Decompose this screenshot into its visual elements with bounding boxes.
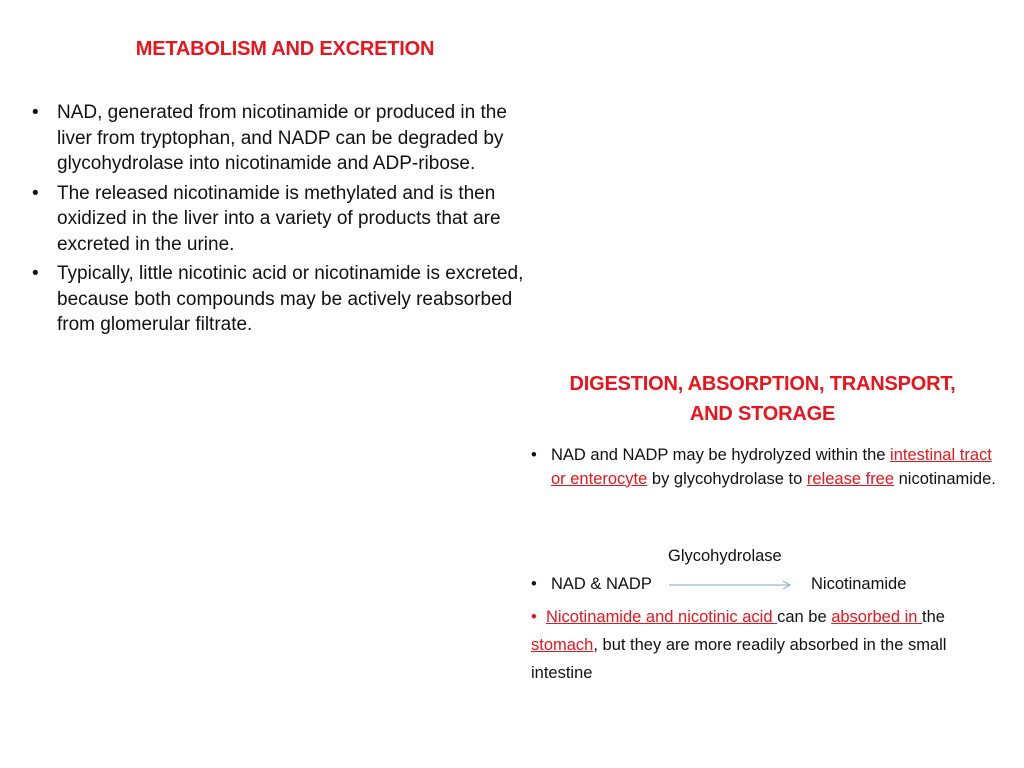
hydrolysis-bullet [531,444,1001,491]
reaction-arrow-icon [669,578,793,592]
text-run: can be [777,608,832,626]
bullet-icon: • [531,575,537,593]
highlight-absorbed-in: absorbed in [831,608,923,626]
bullet-icon: • [32,102,39,123]
text-run: , but they are more readily absorbed in the small intestine [531,636,947,682]
bullet-icon: • [32,182,39,204]
highlight-release-free: release free [806,469,895,488]
bullet-icon: • [531,446,537,464]
product-label: Nicotinamide [811,575,907,593]
section-title-digestion [540,369,985,429]
bullet-icon: • [531,608,537,626]
text-run: NAD and NADP may be hydrolyzed within the [551,446,891,464]
list-item-text: NAD, generated from nicotinamide or produced in the liver from tryptophan, and NADP can be degraded by glycohydrolase into nicotinamide and ADP-ribose. [57,102,507,174]
list-item-text: Typically, little nicotinic acid or nicotinamide is excreted, because both compounds may be actively reabsorbed from glomerular filtrate. [57,263,524,335]
list-item-text: The released nicotinamide is methylated and is then oxidized in the liver into a variety of products that are excreted in the urine. [57,182,501,255]
bullet-icon: • [32,263,39,284]
list-item [30,261,526,338]
highlight-intestinal-tract: intestinal tract or enterocyte [551,446,992,488]
section-title-metabolism: METABOLISM AND EXCRETION [135,38,435,60]
absorption-bullet [531,603,1001,687]
reactant-label: NAD & NADP [551,575,652,593]
title-line-1: DIGESTION, ABSORPTION, TRANSPORT, [569,373,956,395]
reaction-equation [531,575,1001,599]
text-run: by glycohydrolase to [647,469,807,488]
metabolism-bullet-list [30,100,526,342]
highlight-stomach: stomach [531,636,594,654]
list-item [30,100,526,177]
text-run: nicotinamide. [894,469,996,488]
highlight-nicotinamide-acid: Nicotinamide and nicotinic acid [545,608,778,626]
text-run: the [922,608,945,626]
list-item [30,181,526,258]
enzyme-label: Glycohydrolase [668,547,782,565]
title-line-2: AND STORAGE [689,403,836,425]
